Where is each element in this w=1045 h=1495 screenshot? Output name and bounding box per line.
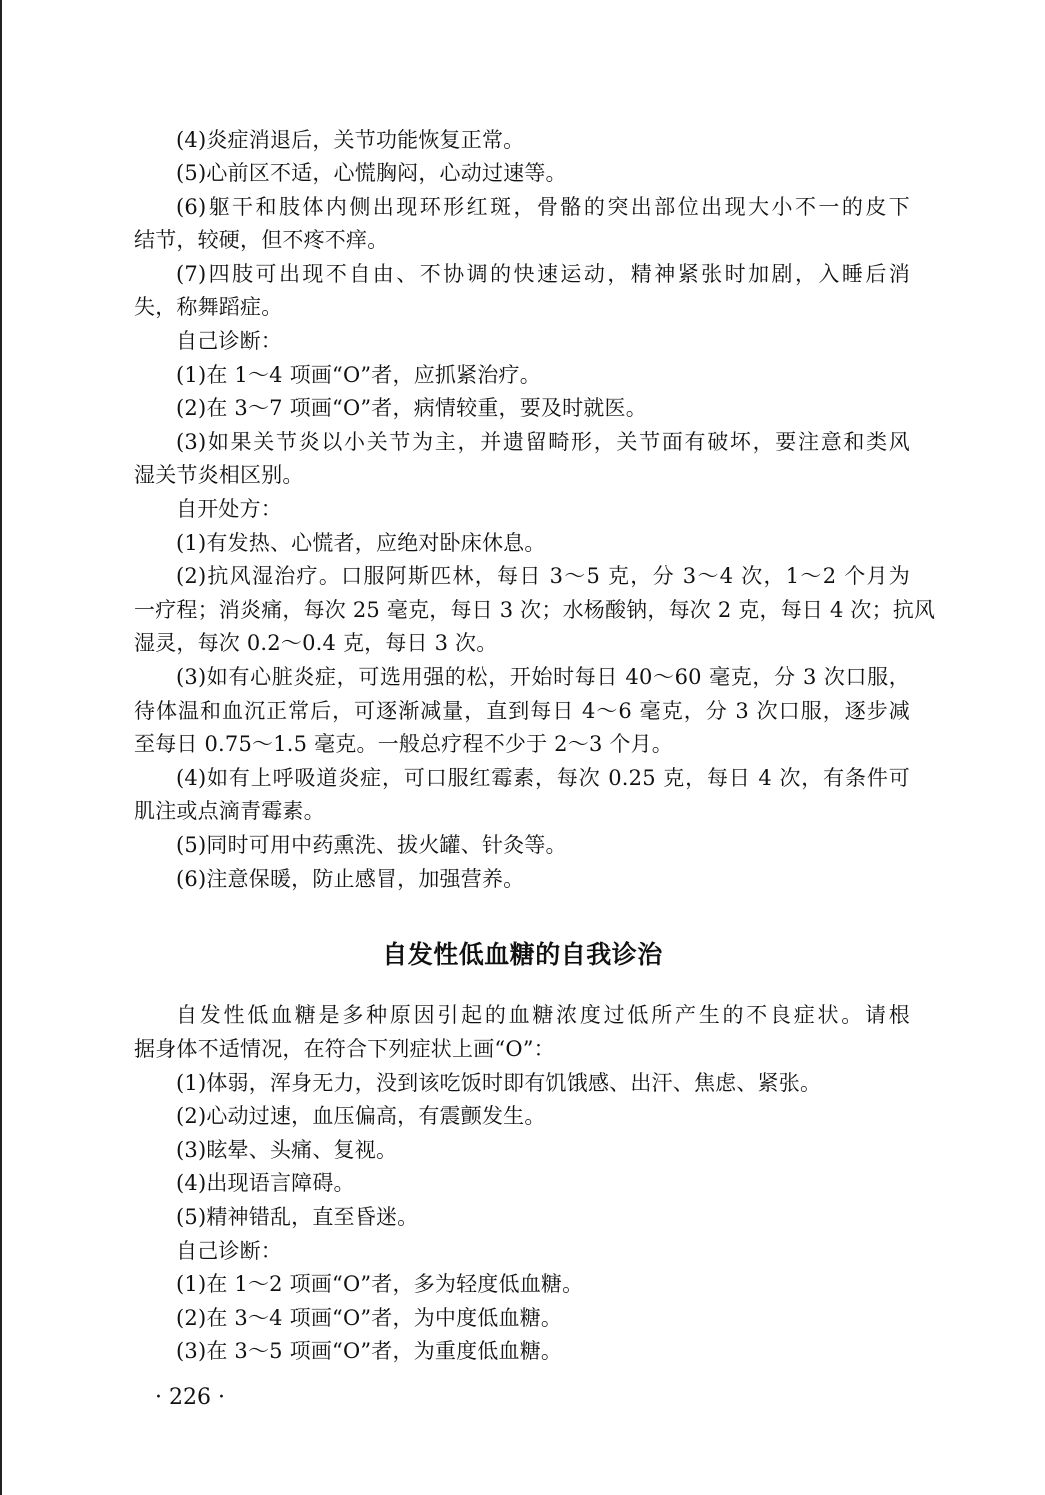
page-number: · 226 · (155, 1385, 225, 1410)
text-line: (3)如有心脏炎症，可选用强的松，开始时每日 40～60 毫克，分 3 次口服， (176, 665, 910, 689)
text-line: 至每日 0.75～1.5 毫克。一般总疗程不少于 2～3 个月。 (134, 732, 673, 756)
section-heading: 自发性低血糖的自我诊治 (382, 940, 663, 969)
text-line: 一疗程；消炎痛，每次 25 毫克，每日 3 次；水杨酸钠，每次 2 克，每日 4 次；抗风 (134, 598, 936, 622)
text-line: (4)出现语言障碍。 (176, 1171, 355, 1195)
text-line: (2)在 3～7 项画“O”者，病情较重，要及时就医。 (176, 396, 647, 420)
text-line: (4)炎症消退后，关节功能恢复正常。 (176, 128, 525, 152)
text-line: (1)体弱，浑身无力，没到该吃饭时即有饥饿感、出汗、焦虑、紧张。 (176, 1071, 822, 1095)
text-line: (1)在 1～2 项画“O”者，多为轻度低血糖。 (176, 1272, 584, 1296)
text-line: 湿灵，每次 0.2～0.4 克，每日 3 次。 (134, 631, 498, 655)
text-line: (5)精神错乱，直至昏迷。 (176, 1205, 419, 1229)
text-line: (2)在 3～4 项画“O”者，为中度低血糖。 (176, 1306, 563, 1330)
text-line: (5)心前区不适，心慌胸闷，心动过速等。 (176, 161, 567, 185)
text-line: (3)眩晕、头痛、复视。 (176, 1138, 398, 1162)
text-line: 结节，较硬，但不疼不痒。 (134, 228, 389, 252)
text-line: (3)在 3～5 项画“O”者，为重度低血糖。 (176, 1339, 563, 1363)
text-line: (7)四肢可出现不自由、不协调的快速运动，精神紧张时加剧，入睡后消 (176, 262, 910, 286)
text-line: (6)注意保暖，防止感冒，加强营养。 (176, 867, 525, 891)
text-line: (3)如果关节炎以小关节为主，并遗留畸形，关节面有破坏，要注意和类风 (176, 430, 910, 454)
text-line: 湿关节炎相区别。 (134, 463, 304, 487)
text-line: 肌注或点滴青霉素。 (134, 799, 325, 823)
text-line: (2)抗风湿治疗。口服阿斯匹林，每日 3～5 克，分 3～4 次，1～2 个月为 (176, 564, 910, 588)
section-label: 自开处方： (176, 497, 282, 521)
text-line: 待体温和血沉正常后，可逐渐减量，直到每日 4～6 毫克，分 3 次口服，逐步减 (134, 699, 910, 723)
text-line: (6)躯干和肢体内侧出现环形红斑，骨骼的突出部位出现大小不一的皮下 (176, 195, 910, 219)
text-line: (1)有发热、心慌者，应绝对卧床休息。 (176, 531, 546, 555)
text-line: (1)在 1～4 项画“O”者，应抓紧治疗。 (176, 363, 541, 387)
section-label: 自己诊断： (176, 1239, 282, 1263)
text-line: (4)如有上呼吸道炎症，可口服红霉素，每次 0.25 克，每日 4 次，有条件可 (176, 766, 910, 790)
text-line: 失，称舞蹈症。 (134, 295, 283, 319)
section-label: 自己诊断： (176, 329, 282, 353)
text-line: (2)心动过速，血压偏高，有震颤发生。 (176, 1104, 546, 1128)
text-line: 据身体不适情况，在符合下列症状上画“O”： (134, 1037, 555, 1061)
text-line: (5)同时可用中药熏洗、拔火罐、针灸等。 (176, 833, 567, 857)
text-line: 自发性低血糖是多种原因引起的血糖浓度过低所产生的不良症状。请根 (176, 1003, 910, 1027)
